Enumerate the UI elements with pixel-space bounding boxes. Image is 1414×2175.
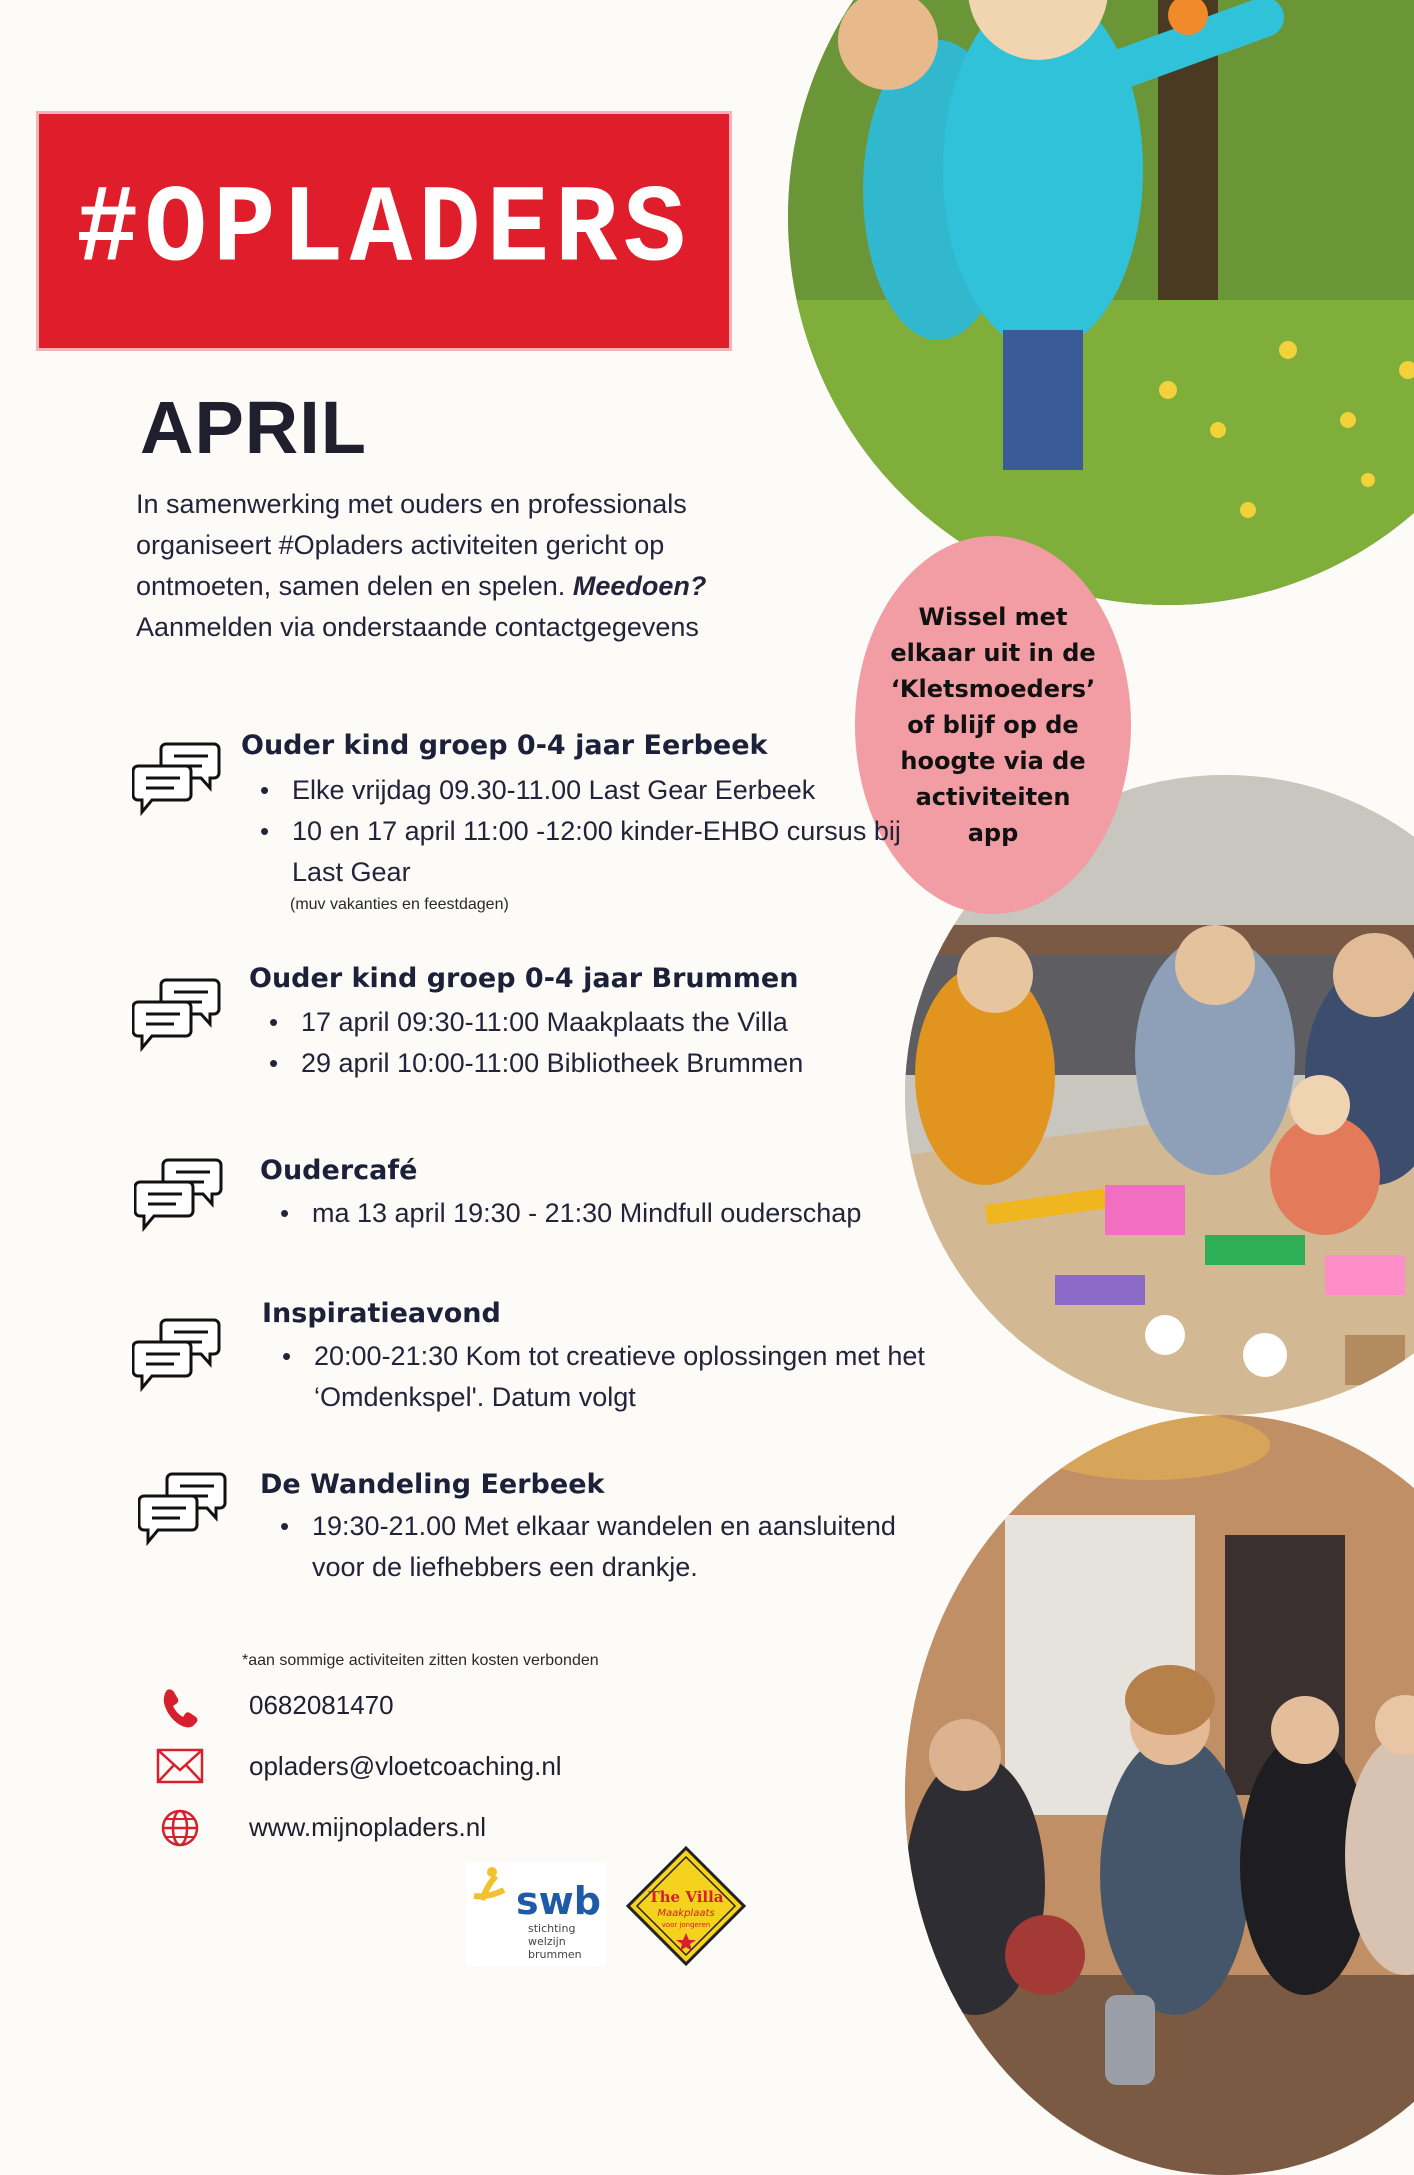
month-title: APRIL xyxy=(140,386,367,469)
section-list-eerbeek xyxy=(258,770,908,893)
section-list-brummen xyxy=(267,1002,887,1084)
list-item: • Elke vrijdag 09.30-11.00 Last Gear Eerbeek xyxy=(258,770,908,811)
section-title-eerbeek: Ouder kind groep 0-4 jaar Eerbeek xyxy=(241,730,768,761)
email-link[interactable]: opladers@vloetcoaching.nl xyxy=(249,1751,562,1781)
chat-bubbles-icon xyxy=(132,1316,222,1400)
intro-paragraph xyxy=(136,484,776,648)
section-title-oudercafe: Oudercafé xyxy=(260,1155,418,1186)
the-villa-logo xyxy=(625,1845,747,1967)
section-title-wandeling: De Wandeling Eerbeek xyxy=(260,1469,605,1500)
list-item: • 29 april 10:00-11:00 Bibliotheek Brummen xyxy=(267,1043,887,1084)
list-item: • 19:30-21.00 Met elkaar wandelen en aansluitend voor de liefhebbers een drankje. xyxy=(278,1506,938,1588)
chat-bubbles-icon xyxy=(138,1470,228,1554)
logo-text: #OPLADERS xyxy=(76,169,692,293)
swb-logo xyxy=(466,1862,606,1966)
villa-sub1: Maakplaats xyxy=(657,1908,715,1919)
swb-line1: stichting xyxy=(528,1922,576,1935)
chat-bubbles-icon xyxy=(132,740,222,824)
phone-icon xyxy=(155,1684,205,1732)
envelope-icon xyxy=(155,1744,205,1792)
section-list-inspiratieavond xyxy=(280,1336,940,1418)
swb-line3: brummen xyxy=(528,1948,582,1961)
list-item: • ma 13 april 19:30 - 21:30 Mindfull ouderschap xyxy=(278,1193,918,1234)
photo-children-egg-hunt xyxy=(788,0,1414,605)
list-item: • 20:00-21:30 Kom tot creatieve oplossingen met het ‘Omdenkspel'. Datum volgt xyxy=(280,1336,940,1418)
section-note-eerbeek: (muv vakanties en feestdagen) xyxy=(290,896,509,913)
list-item: • 17 april 09:30-11:00 Maakplaats the Villa xyxy=(267,1002,887,1043)
chat-bubbles-icon xyxy=(134,1156,224,1240)
opladers-logo xyxy=(36,111,732,351)
section-list-oudercafe xyxy=(278,1193,918,1234)
swb-line2: welzijn xyxy=(528,1935,566,1948)
photo-parents-cafe-art xyxy=(905,1415,1414,2175)
section-title-inspiratieavond: Inspiratieavond xyxy=(262,1298,501,1329)
intro-emphasis: Meedoen? xyxy=(572,571,707,601)
list-item: • 10 en 17 april 11:00 -12:00 kinder-EHBO cursus bij Last Gear xyxy=(258,811,908,893)
intro-text: In samenwerking met ouders en professionals organiseert #Opladers activiteiten gericht op ontmoeten, samen delen en spelen. xyxy=(136,489,687,601)
photo-parents-cafe xyxy=(905,1415,1414,2175)
photo-children-egg-hunt-art xyxy=(788,0,1414,605)
villa-name: The Villa xyxy=(648,1888,724,1906)
section-list-wandeling xyxy=(278,1506,938,1588)
section-title-brummen: Ouder kind groep 0-4 jaar Brummen xyxy=(249,963,799,994)
website-link[interactable]: www.mijnopladers.nl xyxy=(249,1812,486,1842)
globe-icon xyxy=(155,1806,205,1854)
phone-number[interactable]: 0682081470 xyxy=(249,1690,394,1720)
chat-bubbles-icon xyxy=(132,976,222,1060)
footnote: *aan sommige activiteiten zitten kosten verbonden xyxy=(242,1652,599,1669)
swb-abbr: swb xyxy=(516,1879,601,1923)
intro-text-2: Aanmelden via onderstaande contactgegevens xyxy=(136,612,699,642)
kletsmoeders-text: Wissel met elkaar uit in de ‘Kletsmoeders’ of blijf op de hoogte via de activiteiten app xyxy=(890,603,1096,847)
villa-sub2: voor jongeren xyxy=(661,1921,711,1929)
